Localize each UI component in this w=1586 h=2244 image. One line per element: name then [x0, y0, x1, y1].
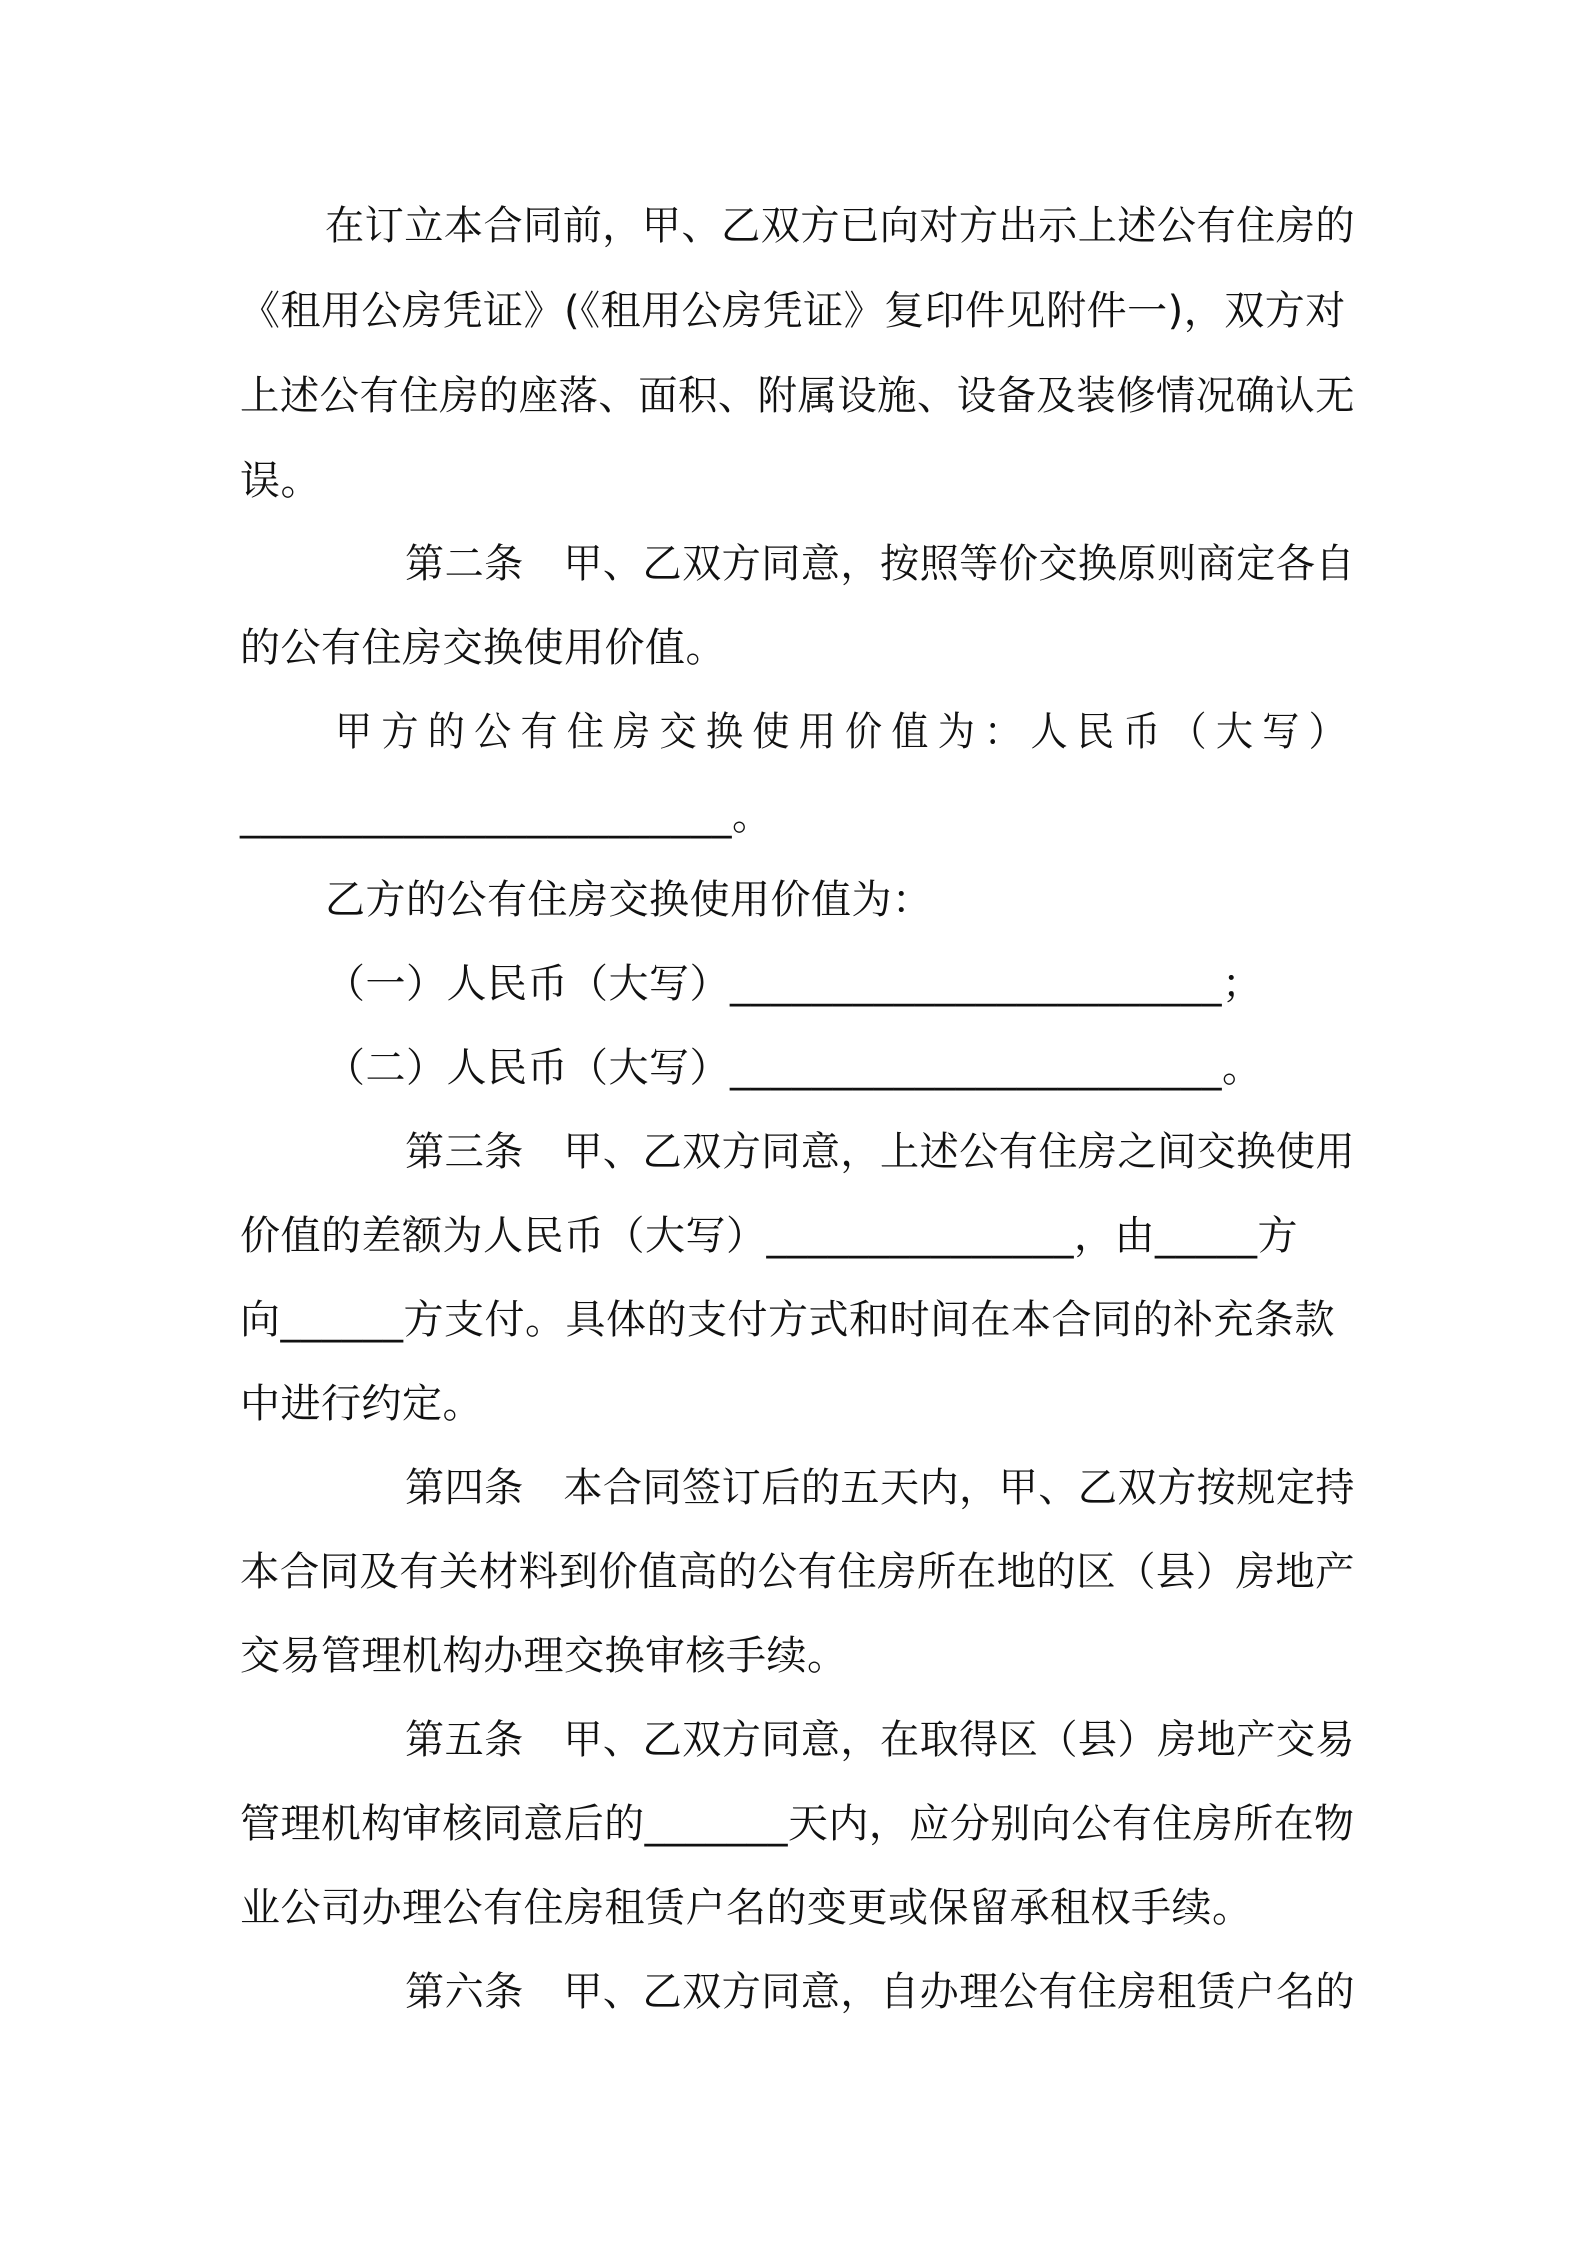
- text-line: 上述公有住房的座落、面积、附属设施、设备及装修情况确认无: [240, 373, 1355, 419]
- article-line: 第二条 甲、乙双方同意，按照等价交换原则商定各自: [405, 541, 1355, 587]
- text-line: 甲方的公有住房交换使用价值为：人民币（大写）: [335, 709, 1355, 755]
- text-line: 向______方支付。具体的支付方式和时间在本合同的补充条款: [240, 1297, 1335, 1343]
- blank-line: ________________________。: [240, 793, 773, 839]
- text-line: 本合同及有关材料到价值高的公有住房所在地的区（县）房地产: [240, 1549, 1355, 1595]
- text-line: （一）人民币（大写）________________________；: [325, 961, 1263, 1007]
- article-line: 第五条 甲、乙双方同意，在取得区（县）房地产交易: [405, 1717, 1355, 1763]
- text-line: 在订立本合同前，甲、乙双方已向对方出示上述公有住房的: [325, 203, 1355, 249]
- text-line: 的公有住房交换使用价值。: [240, 625, 726, 671]
- text-line: 价值的差额为人民币（大写）_______________，由_____方: [240, 1213, 1298, 1259]
- text-line: 误。: [240, 458, 321, 504]
- text-line: 业公司办理公有住房租赁户名的变更或保留承租权手续。: [240, 1885, 1253, 1931]
- text-line: 中进行约定。: [240, 1381, 483, 1427]
- article-line: 第六条 甲、乙双方同意，自办理公有住房租赁户名的: [405, 1969, 1355, 2015]
- text-line: 乙方的公有住房交换使用价值为：: [325, 877, 933, 923]
- text-line: 《租用公房凭证》(《租用公房凭证》复印件见附件一)，双方对: [240, 288, 1346, 334]
- text-line: （二）人民币（大写）________________________。: [325, 1045, 1263, 1091]
- text-line: 交易管理机构办理交换审核手续。: [240, 1633, 848, 1679]
- article-line: 第四条 本合同签订后的五天内，甲、乙双方按规定持: [405, 1465, 1355, 1511]
- text-line: 管理机构审核同意后的_______天内，应分别向公有住房所在物: [240, 1801, 1355, 1847]
- article-line: 第三条 甲、乙双方同意，上述公有住房之间交换使用: [405, 1129, 1355, 1175]
